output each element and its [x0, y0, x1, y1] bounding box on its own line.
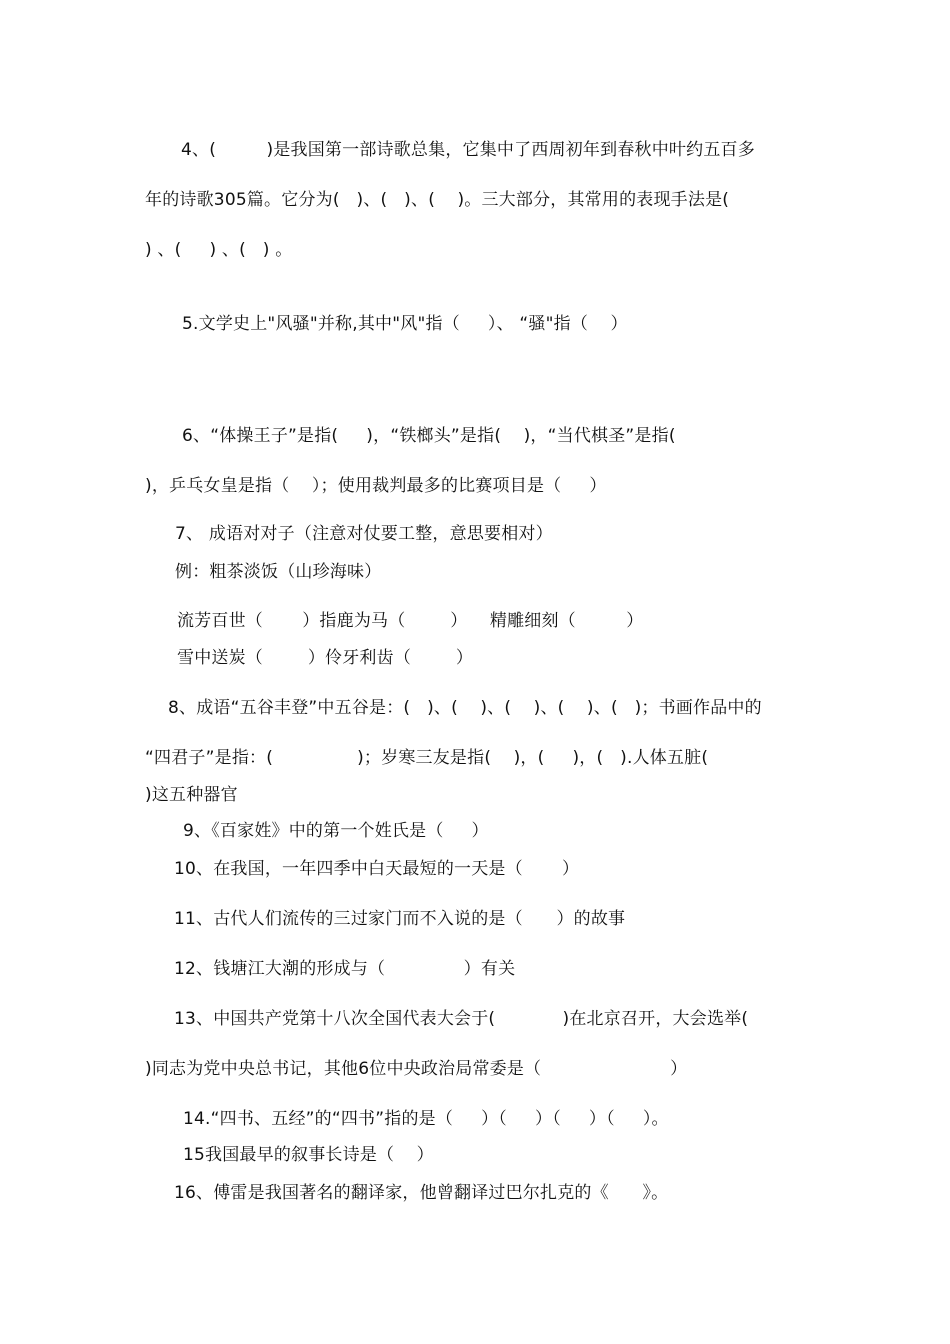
question-8-line-2: “四君子”是指：( )；岁寒三友是指( )，( )，( ).人体五脏( [145, 748, 709, 768]
question-4-line-1: 4、( )是我国第一部诗歌总集，它集中了西周初年到春秋中叶约五百多 [181, 140, 755, 160]
question-4-line-3: ) 、( ) 、( ) 。 [145, 240, 293, 260]
question-6-line-2: )，乒乓女皇是指（ ）；使用裁判最多的比赛项目是（ ） [145, 476, 607, 496]
question-4-line-2: 年的诗歌305篇。它分为( )、( )、( )。三大部分，其常用的表现手法是( [145, 190, 730, 210]
question-11: 11、古代人们流传的三过家门而不入说的是（ ）的故事 [174, 909, 626, 929]
question-8-line-1: 8、成语“五谷丰登”中五谷是：( )、( )、( )、( )、( )；书画作品中的 [168, 698, 762, 718]
question-16: 16、傅雷是我国著名的翻译家，他曾翻译过巴尔扎克的《 》。 [174, 1183, 669, 1203]
question-7-row-2: 雪中送炭（ ）伶牙利齿（ ） [177, 648, 474, 668]
question-13-line-1: 13、中国共产党第十八次全国代表大会于( )在北京召开，大会选举( [174, 1009, 749, 1029]
question-9: 9、《百家姓》中的第一个姓氏是（ ） [183, 821, 489, 841]
question-7-row-1: 流芳百世（ ）指鹿为马（ ） 精雕细刻（ ） [177, 611, 644, 631]
question-13-line-2: )同志为党中央总书记，其他6位中央政治局常委是（ ） [145, 1059, 688, 1079]
question-7-example: 例：粗茶淡饭（山珍海味） [175, 562, 382, 582]
question-15: 15我国最早的叙事长诗是（ ） [183, 1145, 434, 1165]
question-8-line-3: )这五种器官 [145, 785, 238, 805]
question-5: 5.文学史上"风骚"并称,其中"风"指（ ）、 “骚"指（ ） [182, 314, 628, 334]
question-12: 12、钱塘江大潮的形成与（ ）有关 [174, 959, 516, 979]
question-10: 10、在我国，一年四季中白天最短的一天是（ ） [174, 859, 580, 879]
question-7-heading: 7、 成语对对子（注意对仗要工整，意思要相对） [175, 524, 553, 544]
question-6-line-1: 6、“体操王子”是指( )，“铁榔头”是指( )，“当代棋圣”是指( [182, 426, 676, 446]
question-14: 14.“四书、五经”的“四书”指的是（ ）（ ）（ ）（ ）。 [183, 1109, 669, 1129]
